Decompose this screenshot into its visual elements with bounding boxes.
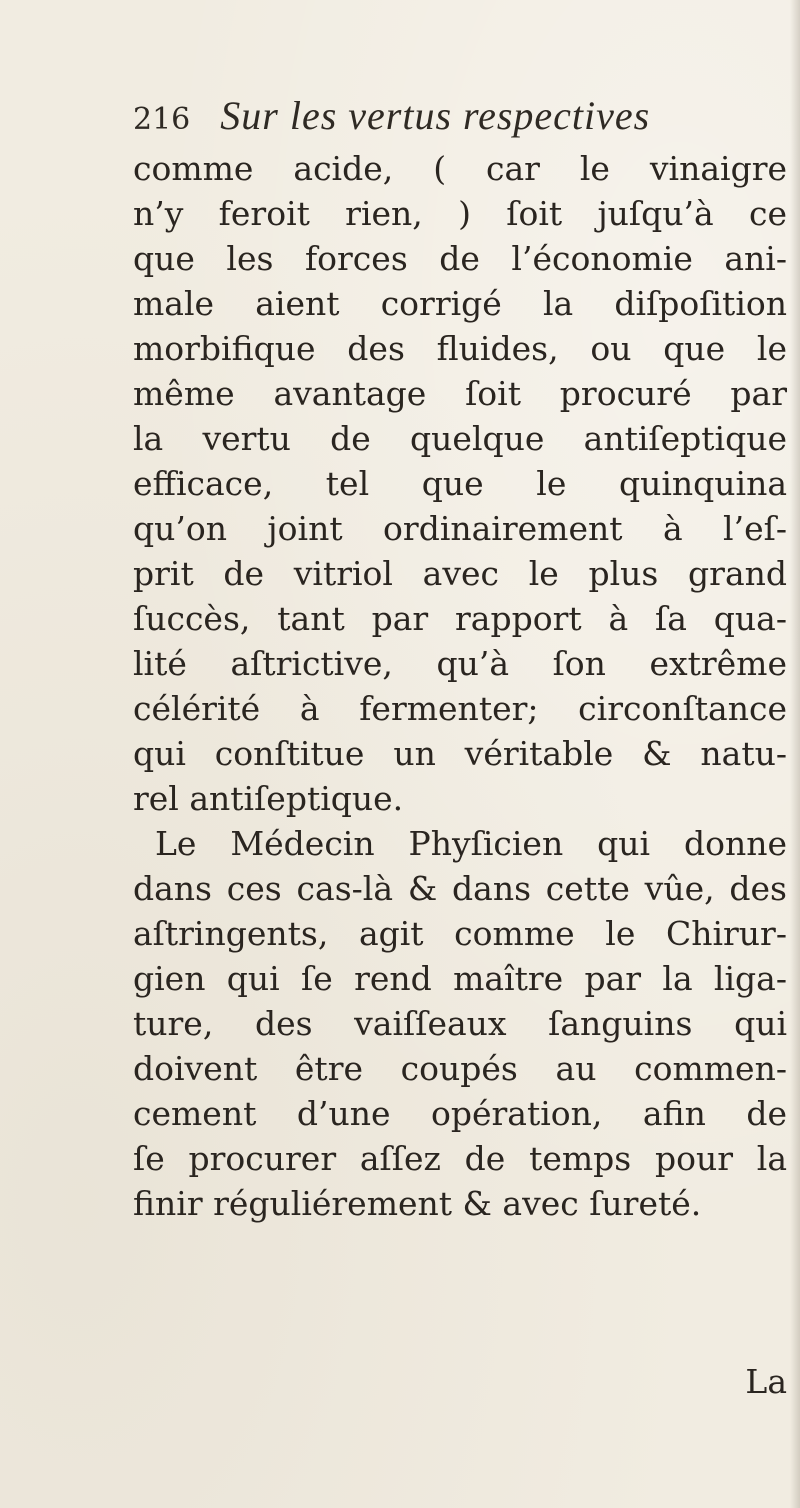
text-line: gien qui ſe rend maître par la liga- — [133, 959, 787, 998]
page-number: 216 — [133, 102, 191, 137]
text-line: male aient corrigé la diſpoſition — [133, 284, 787, 323]
running-head: Sur les vertus respectives — [220, 93, 651, 138]
text-line: célérité à fermenter; circonſtance — [133, 689, 787, 728]
text-line: ſuccès, tant par rapport à ſa qua- — [133, 599, 787, 638]
text-line: dans ces cas-là & dans cette vûe, des — [133, 869, 787, 908]
text-line: la vertu de quelque antiſeptique — [133, 419, 787, 458]
text-line: efficace, tel que le quinquina — [133, 464, 787, 503]
text-line: que les forces de l’économie ani- — [133, 239, 787, 278]
text-line: rel antiſeptique. — [133, 779, 404, 818]
text-line: doivent être coupés au commen- — [133, 1049, 787, 1088]
text-line: qu’on joint ordinairement à l’eſ- — [133, 509, 787, 548]
text-line: lité aſtrictive, qu’à ſon extrême — [133, 644, 787, 683]
text-line: aſtringents, agit comme le Chirur- — [133, 914, 787, 953]
text-line: prit de vitriol avec le plus grand — [133, 554, 787, 593]
text-line: comme acide, ( car le vinaigre — [133, 149, 787, 188]
text-line: morbifique des fluides, ou que le — [133, 329, 787, 368]
page-edge-shadow — [790, 0, 800, 1508]
text-line: ture, des vaiſſeaux ſanguins qui — [133, 1004, 787, 1043]
text-line: cement d’une opération, afin de — [133, 1094, 787, 1133]
catchword: La — [745, 1362, 787, 1401]
page-header — [133, 92, 650, 142]
text-line: Le Médecin Phyſicien qui donne — [155, 824, 787, 863]
text-line: même avantage ſoit procuré par — [133, 374, 787, 413]
body-text — [133, 146, 787, 1226]
text-line: qui conſtitue un véritable & natu- — [133, 734, 787, 773]
text-line: n’y feroit rien, ) ſoit juſqu’à ce — [133, 194, 787, 233]
text-line: finir réguliérement & avec ſureté. — [133, 1184, 702, 1223]
text-line: ſe procurer aſſez de temps pour la — [133, 1139, 787, 1178]
